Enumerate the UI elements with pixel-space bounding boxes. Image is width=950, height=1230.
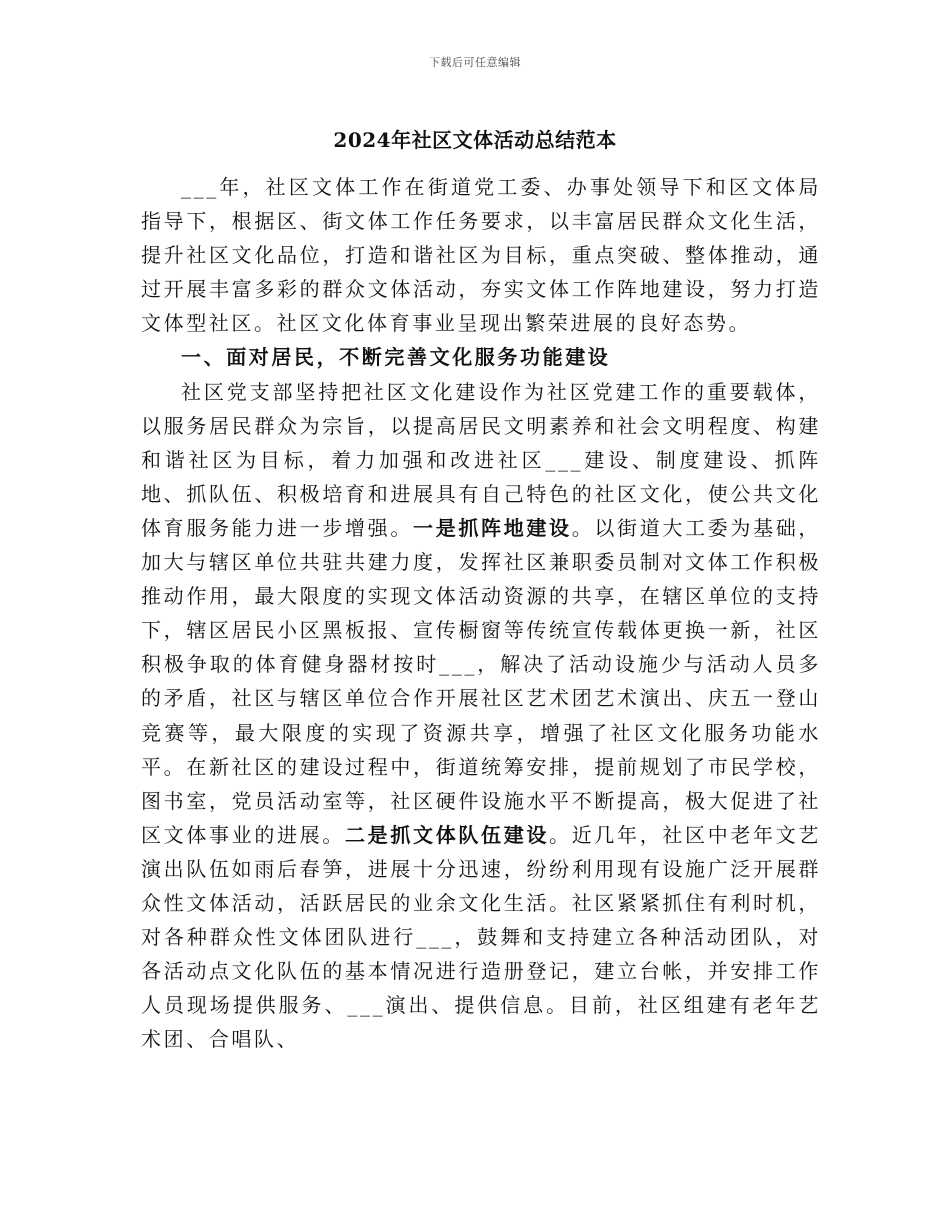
paragraph-text: 社区党支部坚持把社区文化建设作为社区党建工作的重要载体，以服务居民群众为宗旨，以提高居民文明素养和社会文明程度、构建和谐社区为目标，着力加强和改进社区___建设、制度建设、抓阵地、抓队伍、积极培育和进展具有自己特色的社区文化，使公共文化体育服务能力进一步增强。 — [141, 379, 821, 540]
paragraph-text: 。近几年，社区中老年文艺演出队伍如雨后春笋，进展十分迅速，纷纷利用现有设施广泛开展群众性文体活动，活跃居民的业余文化生活。社区紧紧抓住有利时机，对各种群众性文体团队进行___，鼓舞和支持建立各种活动团队，对各活动点文化队伍的基本情况进行造册登记，建立台帐，并安排工作人员现场提供服务、___演出、提供信息。目前，社区组建有老年艺术团、合唱队、 — [141, 822, 821, 1052]
paragraph-text: 。以街道大工委为基础，加大与辖区单位共驻共建力度，发挥社区兼职委员制对文体工作积极推动作用，最大限度的实现文体活动资源的共享，在辖区单位的支持下，辖区居民小区黑板报、宣传橱窗等传统宣传载体更换一新，社区积极争取的体育健身器材按时___，解决了活动设施少与活动人员多的矛盾，社区与辖区单位合作开展社区艺术团艺术演出、庆五一登山竞赛等，最大限度的实现了资源共享，增强了社区文化服务功能水平。在新社区的建设过程中，街道统筹安排，提前规划了市民学校，图书室，党员活动室等，社区硬件设施水平不断提高，极大促进了社区文体事业的进展。 — [141, 515, 822, 847]
section-heading: 一、面对居民，不断完善文化服务功能建设 — [181, 345, 611, 370]
intro-paragraph: ___年，社区文体工作在街道党工委、办事处领导下和区文体局指导下，根据区、街文体工作任务要求，以丰富居民群众文化生活，提升社区文化品位，打造和谐社区为目标，重点突破、整体推动，通过开展丰富多彩的群众文体活动，夯实文体工作阵地建设，努力打造文体型社区。社区文化体育事业呈现出繁荣进展的良好态势。 — [141, 175, 821, 336]
header-note: 下载后可任意编辑 — [429, 56, 521, 69]
section-paragraph — [141, 375, 821, 1057]
document-body — [141, 170, 821, 1056]
bold-subheading: 一是抓阵地建设 — [413, 515, 572, 540]
bold-subheading: 二是抓文体队伍建设 — [345, 822, 550, 847]
document-title: 2024年社区文体活动总结范本 — [333, 128, 617, 152]
